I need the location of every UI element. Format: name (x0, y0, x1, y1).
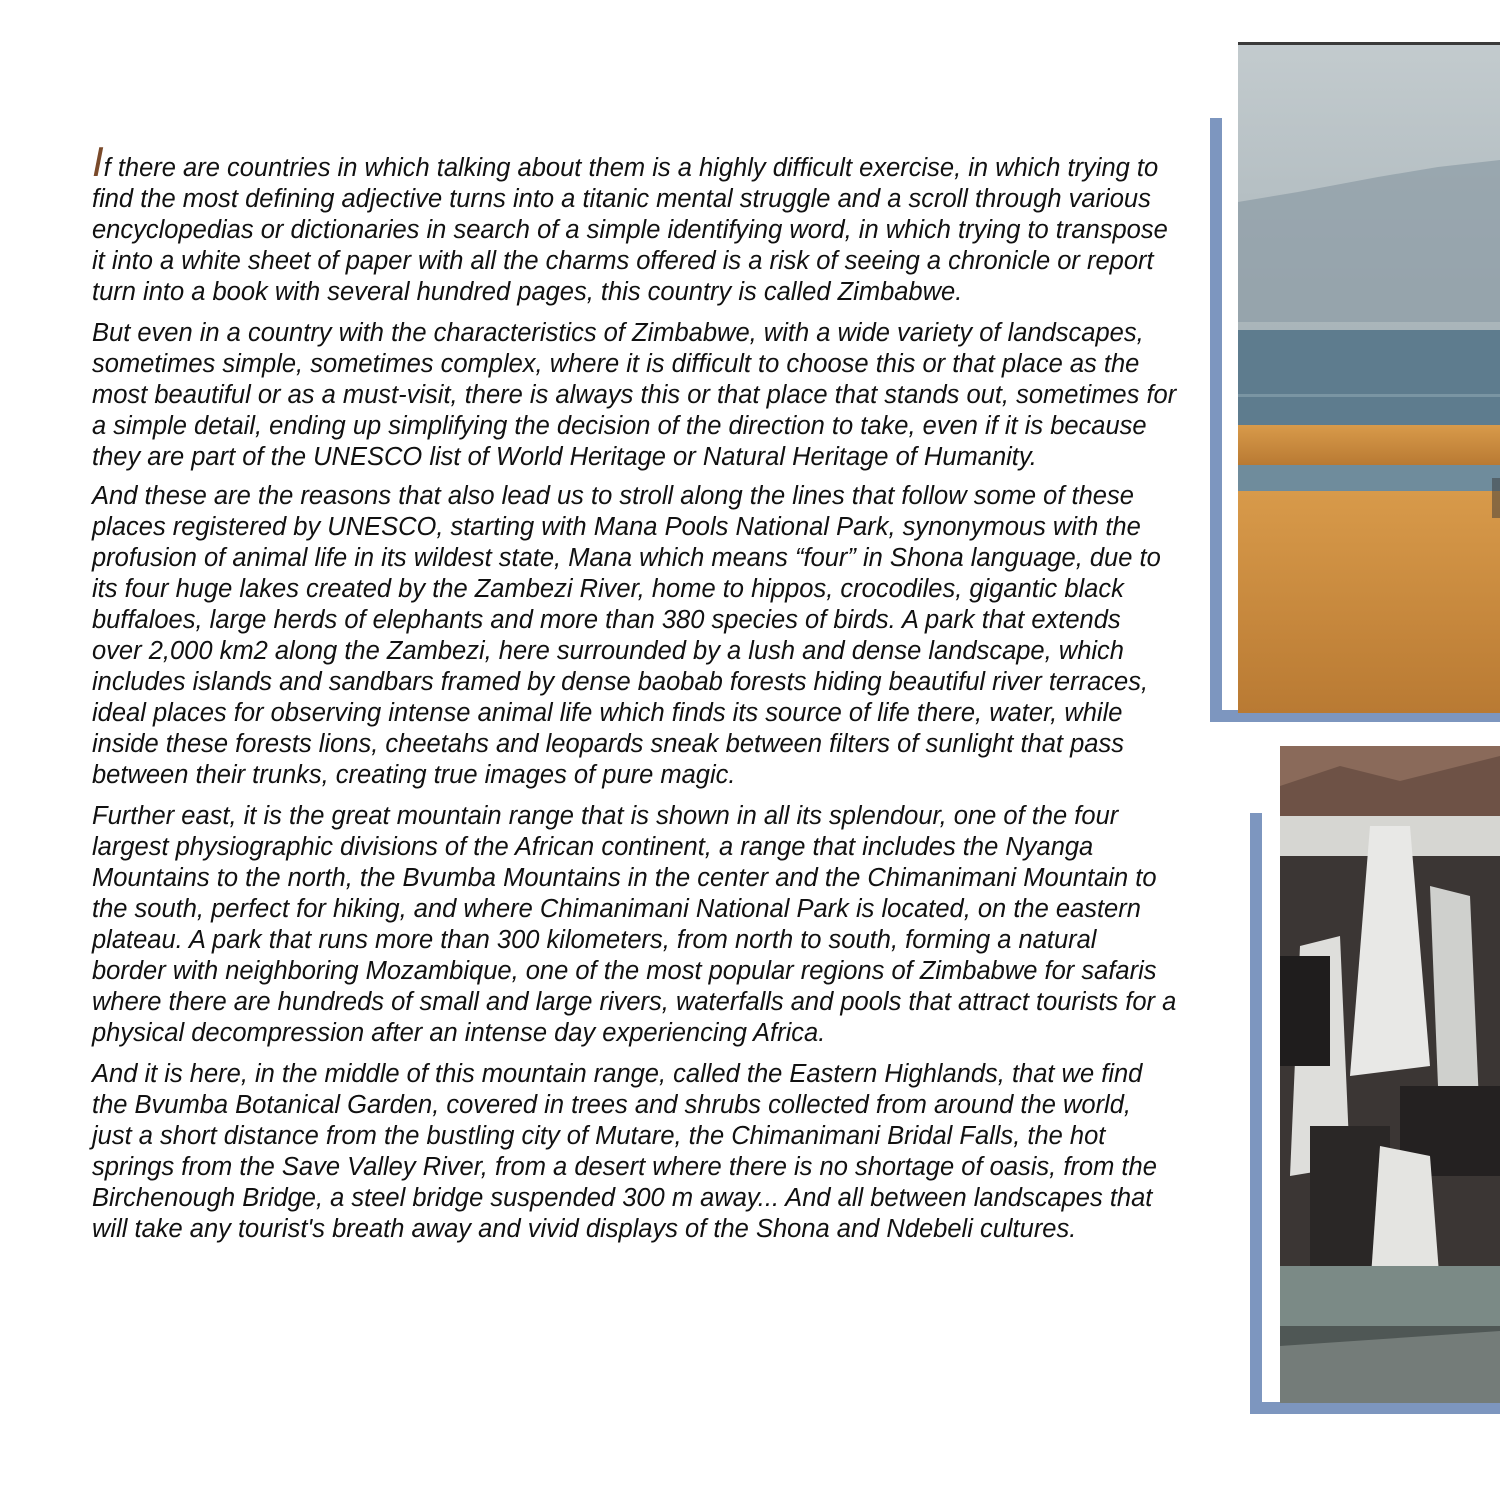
mana-pools-photo (1238, 42, 1500, 713)
waterfall-image (1280, 746, 1500, 1403)
paragraph-2: But even in a country with the characteristics of Zimbabwe, with a wide variety of landscapes, sometimes simple, sometimes complex, where it is difficult to choose this or that place as the most beautiful or as a must-visit, there is always this or that place that stands out, sometimes for a simple detail, ending up simplifying the decision of the direction to take, even if it is because they are part of the UNESCO list of World Heritage or Natural Heritage of Humanity. (92, 319, 1177, 471)
lake-landscape-image (1238, 42, 1500, 713)
paragraph-3: And these are the reasons that also lead us to stroll along the lines that follow some of these places registered by UNESCO, starting with Mana Pools National Park, synonymous with the profusion of animal life in its wildest state, Mana which means “four” in Shona language, due to its four huge lakes created by the Zambezi River, home to hippos, crocodiles, gigantic black buffaloes, large herds of elephants and more than 380 species of birds. A park that extends over 2,000 km2 along the Zambezi, here surrounded by a lush and dense landscape, which includes islands and sandbars framed by dense baobab forests hiding beautiful river terraces, ideal places for observing intense animal life which finds its source of life there, water, while inside these forests lions, cheetahs and leopards sneak between filters of sunlight that pass between their trunks, creating true images of pure magic. (92, 482, 1161, 789)
waterfall-photo (1280, 746, 1500, 1403)
paragraph-1-text: f there are countries in which talking about them is a highly difficult exercise, in which trying to find the most defining adjective turns into a titanic mental struggle and a scroll through various encyclopedias or dictionaries in search of a simple identifying word, in which trying to transpose it into a white sheet of paper with all the charms offered is a risk of seeing a chronicle or report turn into a book with several hundred pages, this country is called Zimbabwe. (92, 154, 1168, 306)
drop-cap: I (92, 138, 104, 185)
paragraph-5: And it is here, in the middle of this mountain range, called the Eastern Highlands, that we find the Bvumba Botanical Garden, covered in trees and shrubs collected from around the world, just a short distance from the bustling city of Mutare, the Chimanimani Bridal Falls, the hot springs from the Save Valley River, from a desert where there is no shortage of oasis, from the Birchenough Bridge, a steel bridge suspended 300 m away... And all between landscapes that will take any tourist's breath away and vivid displays of the Shona and Ndebeli cultures. (92, 1060, 1157, 1243)
article-body (92, 138, 1177, 1255)
paragraph-4: Further east, it is the great mountain range that is shown in all its splendour, one of the four largest physiographic divisions of the African continent, a range that includes the Nyanga Mountains to the north, the Bvumba Mountains in the center and the Chimanimani Mountain to the south, perfect for hiking, and where Chimanimani National Park is located, on the eastern plateau. A park that runs more than 300 kilometers, from north to south, forming a natural border with neighboring Mozambique, one of the most popular regions of Zimbabwe for safaris where there are hundreds of small and large rivers, waterfalls and pools that attract tourists for a physical decompression after an intense day experiencing Africa. (92, 802, 1177, 1047)
paragraph-1 (92, 138, 1177, 308)
